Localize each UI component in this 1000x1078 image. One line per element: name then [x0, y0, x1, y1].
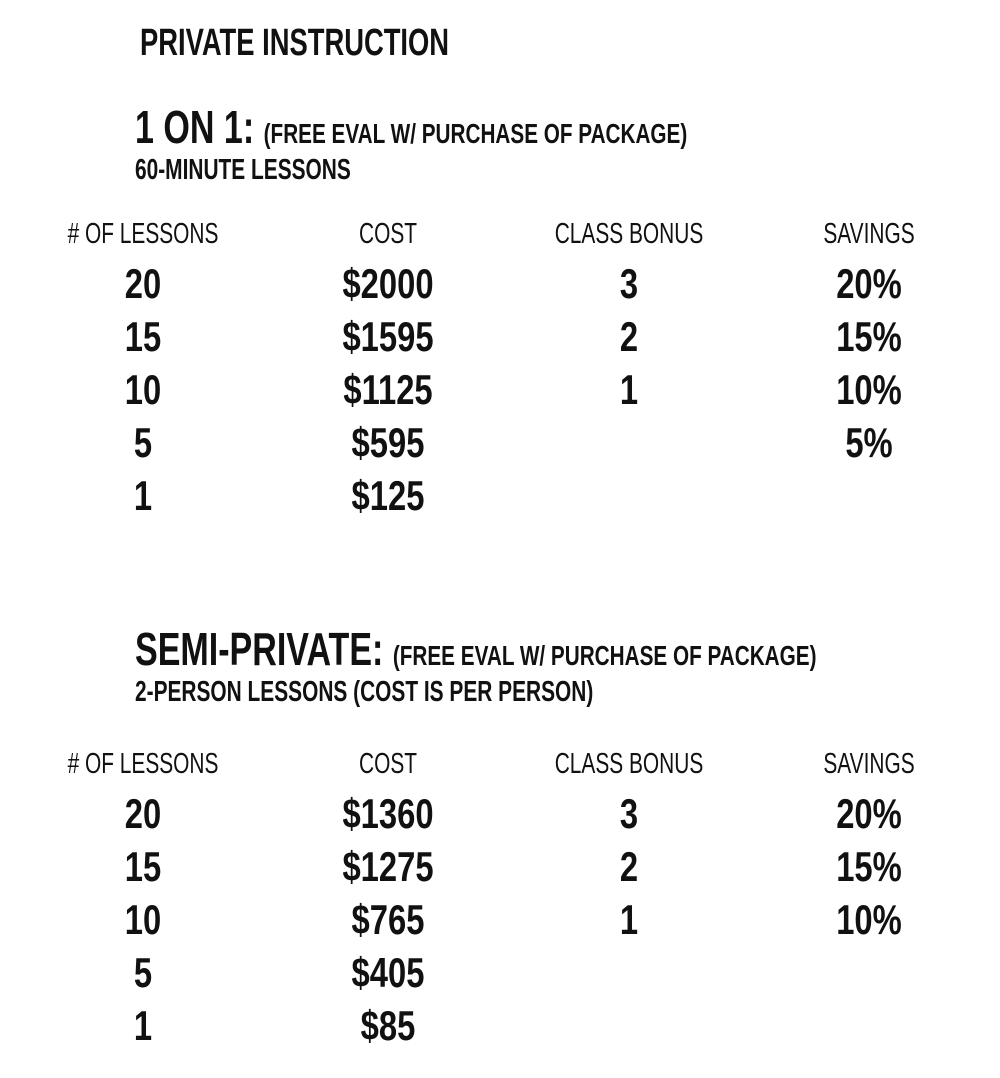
section-note: (FREE EVAL W/ PURCHASE OF PACKAGE): [263, 118, 688, 149]
cell-savings: 15%: [836, 313, 902, 360]
section-note: (FREE EVAL W/ PURCHASE OF PACKAGE): [392, 640, 817, 671]
cell-cost: $2000: [342, 260, 434, 307]
section-heading-colon: :: [372, 623, 384, 675]
column-header-savings: SAVINGS: [823, 218, 915, 250]
column-header-class-bonus: CLASS BONUS: [554, 748, 704, 780]
cell-savings: 10%: [836, 366, 902, 413]
page-title: PRIVATE INSTRUCTION: [140, 22, 450, 64]
cell-class-bonus: 1: [619, 896, 639, 943]
cell-lessons: 5: [133, 419, 153, 466]
column-header-cost: COST: [358, 218, 418, 250]
section-heading-colon: :: [242, 101, 255, 153]
cell-cost: $1595: [342, 313, 434, 360]
cell-class-bonus: 3: [619, 790, 639, 837]
cell-class-bonus: 2: [619, 843, 639, 890]
cell-lessons: 1: [133, 472, 153, 519]
cell-lessons: 10: [124, 366, 162, 413]
column-header-savings: SAVINGS: [823, 748, 915, 780]
section-heading-label: 1 ON 1: [135, 101, 243, 153]
cell-cost: $1125: [343, 366, 433, 413]
cell-lessons: 20: [124, 790, 162, 837]
section-subtitle: 2-PERSON LESSONS (COST IS PER PERSON): [135, 676, 594, 708]
section-heading-semi-private: [135, 622, 816, 676]
cell-cost: $595: [351, 419, 425, 466]
cell-lessons: 15: [124, 313, 162, 360]
cell-class-bonus: 2: [619, 313, 639, 360]
cell-cost: $85: [360, 1002, 416, 1049]
section-heading-label: SEMI-PRIVATE: [135, 623, 373, 675]
cell-class-bonus: 1: [619, 366, 639, 413]
cell-cost: $1360: [342, 790, 434, 837]
cell-savings: 5%: [845, 419, 893, 466]
cell-cost: $1275: [342, 843, 434, 890]
cell-lessons: 15: [124, 843, 162, 890]
column-header-lessons: # OF LESSONS: [67, 218, 219, 250]
column-header-lessons: # OF LESSONS: [67, 748, 219, 780]
cell-lessons: 5: [133, 949, 153, 996]
cell-lessons: 1: [133, 1002, 153, 1049]
cell-cost: $405: [351, 949, 425, 996]
section-subtitle: 60-MINUTE LESSONS: [135, 154, 351, 186]
section-heading-1-on-1: [135, 100, 687, 154]
cell-savings: 20%: [836, 260, 902, 307]
column-header-class-bonus: CLASS BONUS: [554, 218, 704, 250]
cell-savings: 15%: [836, 843, 902, 890]
cell-class-bonus: 3: [619, 260, 639, 307]
cell-savings: 20%: [836, 790, 902, 837]
cell-lessons: 20: [124, 260, 162, 307]
cell-lessons: 10: [124, 896, 162, 943]
column-header-cost: COST: [358, 748, 418, 780]
cell-savings: 10%: [836, 896, 902, 943]
cell-cost: $125: [351, 472, 425, 519]
cell-cost: $765: [351, 896, 425, 943]
